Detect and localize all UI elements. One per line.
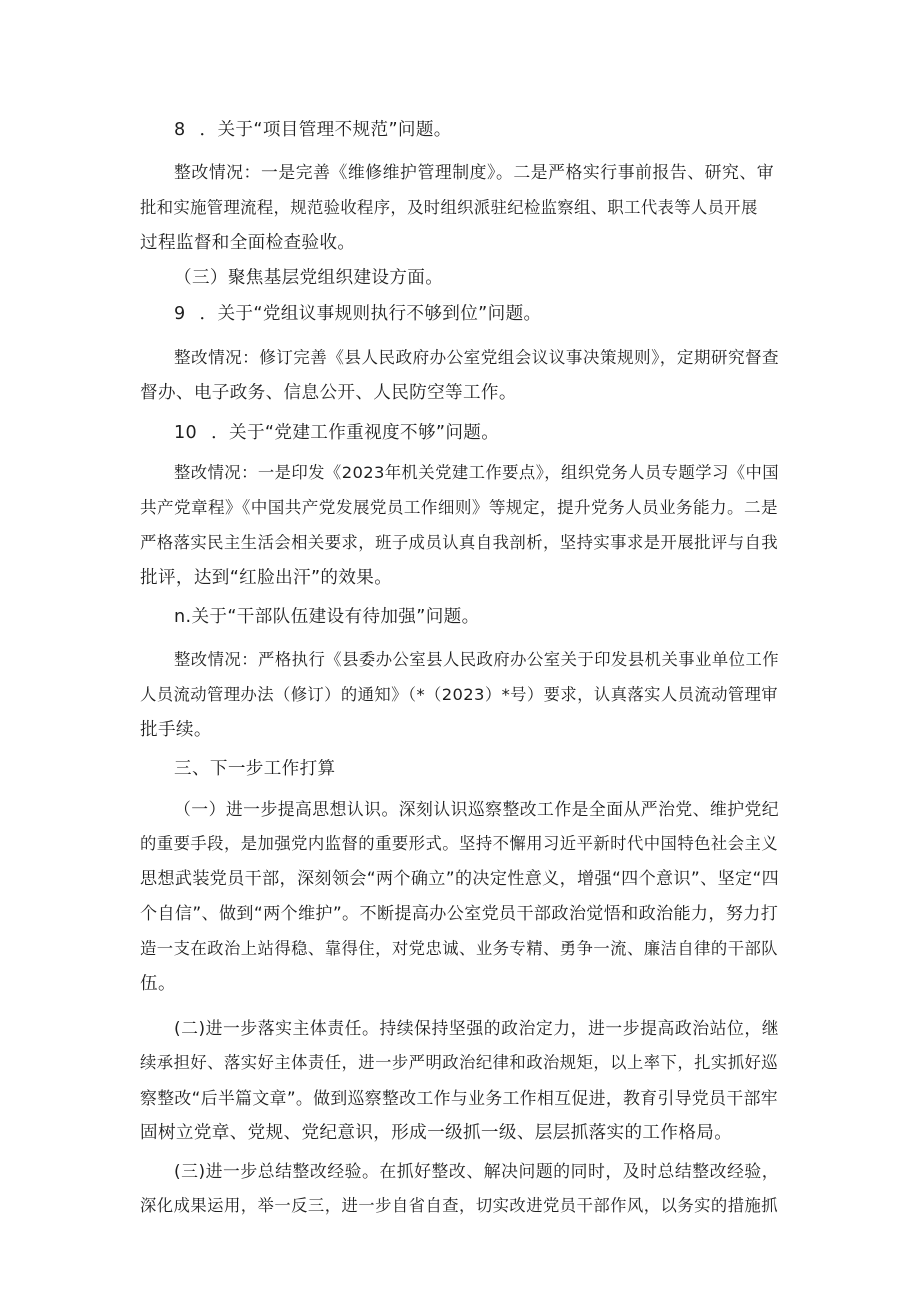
item-8-number: 8 bbox=[174, 120, 186, 140]
item-10-title: ．关于“党建工作重视度不够”问题。 bbox=[211, 423, 500, 443]
paragraph-2-line-4: 固树立党章、党规、党纪意识，形成一级抓一级、层层抓落实的工作格局。 bbox=[140, 1123, 733, 1143]
item-10-heading bbox=[174, 421, 499, 445]
item-10-line-1: 整改情况：一是印发《2023年机关党建工作要点》，组织党务人员专题学习《中国 bbox=[174, 463, 779, 482]
item-9-title: ．关于“党组议事规则执行不够到位”问题。 bbox=[199, 304, 542, 324]
paragraph-2-line-1: (二)进一步落实主体责任。持续保持坚强的政治定力，进一步提高政治站位，继 bbox=[174, 1018, 779, 1038]
item-10-line-3: 严格落实民主生活会相关要求，班子成员认真自我剖析，坚持实事求是开展批评与自我 bbox=[140, 533, 778, 552]
paragraph-1-line-3: 思想武装党员干部，深刻领会“两个确立”的决定性意义，增强“四个意识”、坚定“四 bbox=[140, 869, 780, 889]
paragraph-2-line-3: 察整改“后半篇文章”。做到巡察整改工作与业务工作相互促进，教育引导党员干部牢 bbox=[140, 1088, 778, 1108]
paragraph-1-line-1: （一）进一步提高思想认识。深刻认识巡察整改工作是全面从严治党、维护党纪 bbox=[174, 799, 779, 819]
item-9-heading bbox=[174, 302, 541, 326]
paragraph-1-line-5: 造一支在政治上站得稳、靠得住，对党忠诚、业务专精、勇争一流、廉洁自律的干部队 bbox=[140, 939, 778, 958]
item-8-line-2: 批和实施管理流程，规范验收程序，及时组织派驻纪检监察组、职工代表等人员开展 bbox=[140, 198, 758, 217]
section-heading-next-steps: 三、下一步工作打算 bbox=[174, 759, 336, 779]
item-11-line-3: 批手续。 bbox=[140, 720, 212, 740]
item-9-number: 9 bbox=[174, 304, 186, 324]
item-10-number: 10 bbox=[174, 423, 198, 443]
item-8-title: ．关于“项目管理不规范”问题。 bbox=[199, 120, 452, 140]
paragraph-3-line-1: (三)进一步总结整改经验。在抓好整改、解决问题的同时，及时总结整改经验， bbox=[174, 1161, 779, 1181]
item-11-line-1: 整改情况：严格执行《县委办公室县人民政府办公室关于印发县机关事业单位工作 bbox=[174, 650, 779, 669]
item-10-line-4: 批评，达到“红脸出汗”的效果。 bbox=[140, 568, 393, 588]
item-8-line-1: 整改情况：一是完善《维修维护管理制度》。二是严格实行事前报告、研究、审 bbox=[174, 162, 774, 182]
paragraph-3-line-2: 深化成果运用，举一反三，进一步自省自查，切实改进党员干部作风，以务实的措施抓 bbox=[140, 1196, 778, 1215]
item-10-line-2: 共产党章程》《中国共产党发展党员工作细则》等规定，提升党务人员业务能力。二是 bbox=[140, 498, 778, 517]
item-8-line-3: 过程监督和全面检查验收。 bbox=[140, 233, 356, 253]
item-9-line-2: 督办、电子政务、信息公开、人民防空等工作。 bbox=[140, 383, 517, 403]
item-11-heading: n.关于“干部队伍建设有待加强”问题。 bbox=[174, 607, 480, 627]
paragraph-2-line-2: 续承担好、落实好主体责任，进一步严明政治纪律和政治规矩，以上率下，扎实抓好巡 bbox=[140, 1053, 778, 1072]
item-11-line-2: 人员流动管理办法（修订）的通知》（*（2023）*号）要求，认真落实人员流动管理审 bbox=[140, 685, 778, 704]
item-8-heading bbox=[174, 118, 452, 142]
paragraph-1-line-2: 的重要手段，是加强党内监督的重要形式。坚持不懈用习近平新时代中国特色社会主义 bbox=[140, 834, 778, 853]
paragraph-1-line-6: 伍。 bbox=[140, 974, 176, 994]
section-3-heading: （三）聚焦基层党组织建设方面。 bbox=[174, 268, 444, 288]
paragraph-1-line-4: 个自信”、做到“两个维护”。不断提高办公室党员干部政治觉悟和政治能力，努力打 bbox=[140, 904, 779, 924]
item-9-line-1: 整改情况：修订完善《县人民政府办公室党组会议议事决策规则》，定期研究督查 bbox=[174, 348, 779, 367]
